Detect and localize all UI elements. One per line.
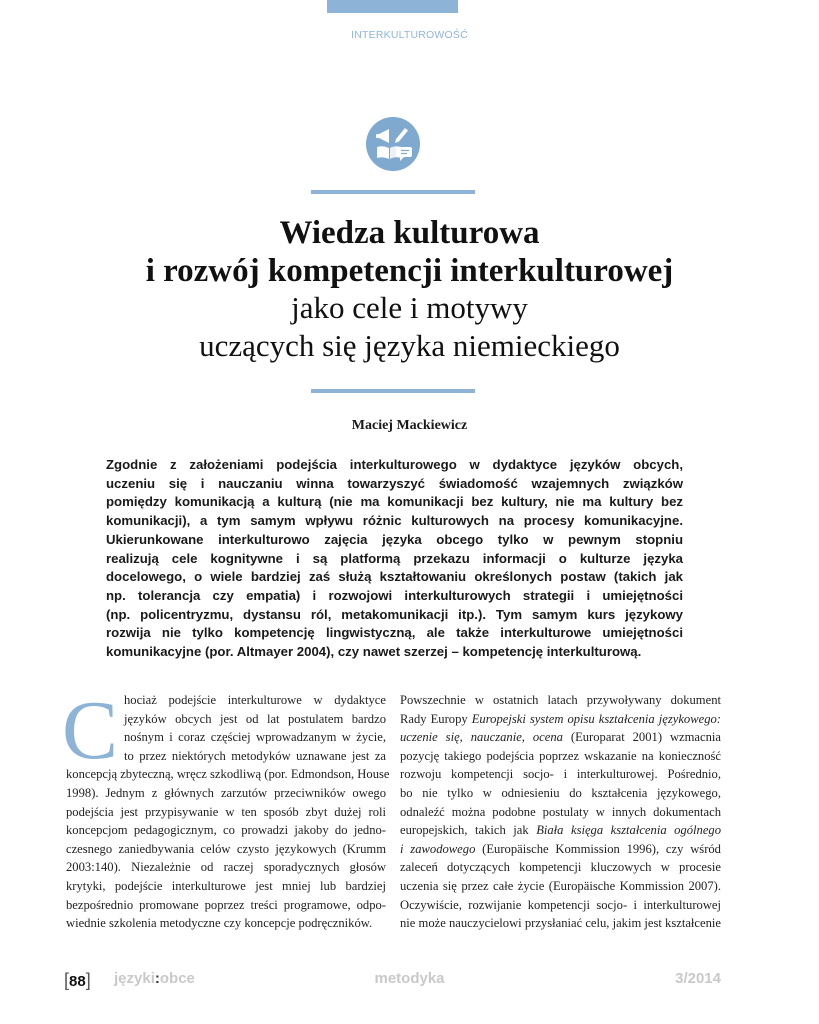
body-right-line: Rady Europy Europejski system opisu kształcenia językowego: — [400, 711, 721, 726]
body-column-left — [66, 691, 390, 933]
body-column-right — [400, 691, 721, 933]
abstract-line: docelowego, o wiele bardziej zaś służą kształtowaniu określonych postaw (takich jak — [106, 569, 683, 585]
body-right-line: odnaleźć można podobne postulaty w innych dokumentach — [400, 804, 721, 819]
page-bracket-open: [ — [64, 970, 70, 990]
section-label: INTERKULTUROWOŚĆ — [351, 29, 468, 41]
body-left-line: koncepcją zbyteczną, wręcz szkodliwą (por. Edmondson, House — [66, 767, 390, 782]
body-right-line: nie może nauczycielowi przysłaniać celu, jakim jest kształcenie — [400, 916, 721, 931]
body-right-line: zaleceń dotyczących kompetencji kluczowych w procesie — [400, 860, 721, 875]
body-left-line: 2003:140). Niezależnie od raczej sporadycznych głosów — [66, 860, 386, 875]
body-left-line: krytyki, podejście interkulturowe jest mniej lub bardziej — [66, 878, 386, 893]
rubric-label: metodyka — [374, 970, 445, 987]
body-left-line: podejścia jest przypisywanie w ten sposób zbyt dużej roli — [66, 804, 386, 819]
abstract-line: Zgodnie z założeniami podejścia interkulturowego w dydaktyce języków obcych, — [106, 457, 683, 472]
body-left-line: języków obcych jest od lat postulatem bardzo — [124, 711, 386, 726]
body-right-line: i zawodowego (Europäische Kommission 1996), czy wśród — [400, 841, 721, 856]
body-right-line: pozycję takiego podejścia poprzez wskazanie na konieczność — [400, 748, 721, 763]
body-left-line: bezpośrednio promowane poprzez treści programowe, odpo- — [66, 897, 386, 912]
magazine-name-colon: : — [154, 970, 160, 987]
body-left-line: hociaż podejście interkulturowe w dydaktyce — [124, 693, 386, 707]
abstract — [106, 456, 683, 662]
abstract-line: komunikacji), a tym samym wpływu różnic kulturowych na procesy komunikacyjne. — [106, 513, 683, 529]
body-right-line: Powszechnie w ostatnich latach przywoływany dokument — [400, 693, 721, 707]
page-bracket-close: ] — [85, 970, 91, 990]
page-number-value: 88 — [69, 973, 86, 990]
body-right-line: Oczywiście, rozwijanie kompetencji socjo- i interkulturowej — [400, 897, 721, 912]
author-name: Maciej Mackiewicz — [351, 418, 468, 433]
body-right-line: uczenie się, nauczanie, ocena (Europarat 2001) wzmacnia — [400, 730, 721, 745]
top-section-tab — [327, 0, 458, 13]
body-left-line: koncepcjom pedagogicznym, co prowadzi jakoby do jedno- — [66, 823, 386, 838]
abstract-line: rozwija nie tylko kompetencję lingwistyczną, ale także interkulturowe umiejętności — [106, 625, 683, 641]
body-left-line: wiednie szkolenia metodyczne czy koncepcje podręczników. — [66, 916, 373, 931]
body-left-line: nośnym i coraz częściej wprowadzanym w życie, — [124, 730, 386, 745]
title-rule-bottom — [311, 389, 475, 393]
abstract-line: komunikacyjne (por. Altmayer 2004), czy nawet szerzej – kompetencję interkulturową. — [106, 644, 642, 660]
title-line-2: i rozwój kompetencji interkulturowej — [145, 253, 674, 289]
subtitle-line-1: jako cele i motywy — [291, 290, 528, 325]
abstract-line: pomiędzy komunikacją a kulturą (nie ma komunikacji bez kultury, nie ma kultury bez — [106, 494, 683, 510]
body-right-line: rozwoju kompetencji socjo- i interkulturowej. Pośrednio, — [400, 767, 721, 782]
magazine-name-part-2: obce — [159, 970, 195, 987]
abstract-line: np. tolerancja czy empatia) i rozwojowi interkulturowych strategii i umiejętności — [106, 587, 683, 603]
body-left-line: to przez niektórych metodyków uznawane jest za — [124, 748, 386, 763]
abstract-line: Ukierunkowane interkulturowo zajęcia języka obcego tylko w pewnym stopniu — [106, 531, 683, 547]
title-line-1: Wiedza kulturowa — [279, 215, 540, 251]
body-right-line: bo nie tylko w odniesieniu do kształcenia językowego, — [400, 785, 721, 800]
body-right-line: uczenia się przez całe życie (Europäische Kommission 2007). — [400, 878, 721, 893]
subtitle-line-2: uczących się języka niemieckiego — [199, 328, 620, 363]
abstract-line: (np. policentryzmu, dystansu ról, metakomunikacji itp.). Tym samym kurs językowy — [106, 606, 683, 622]
abstract-line: uczeniu się i nauczaniu winna towarzyszyć świadomość wzajemnych związków — [106, 475, 683, 491]
body-left-line: czesnego zaniedbywania celów czysto językowych (Krumm — [66, 841, 386, 856]
body-right-line: europejskich, takich jak Biała księga kształcenia ogólnego — [400, 823, 721, 838]
body-left-line: 1998). Jednym z głównych zarzutów przeciwników owego — [66, 785, 386, 800]
abstract-line: realizują cele kognitywne i są platformą przekazu informacji o kulturze języka — [106, 550, 683, 566]
issue-number: 3/2014 — [675, 970, 721, 987]
drop-cap: C — [62, 684, 119, 777]
magazine-name-part-1: języki — [114, 970, 155, 987]
title-rule-top — [311, 190, 475, 194]
culture-communication-icon — [366, 117, 420, 171]
